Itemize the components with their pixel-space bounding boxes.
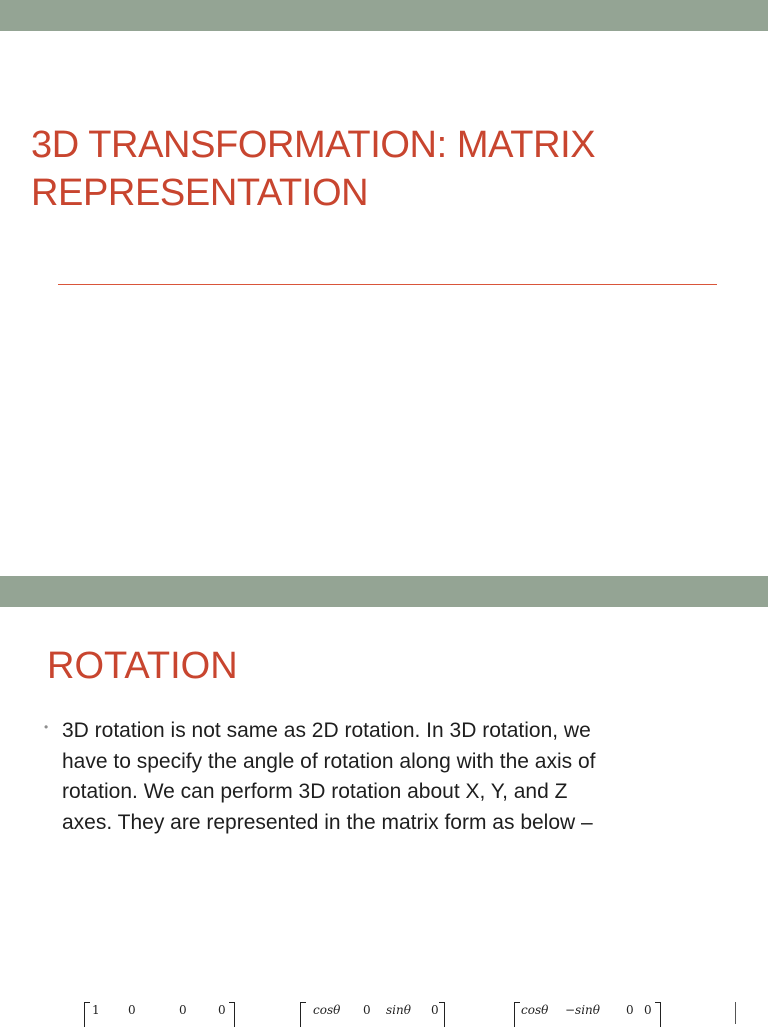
matrix-left-bracket — [300, 1002, 306, 1027]
matrix-cell: 0 — [218, 1003, 226, 1017]
matrix-edge-line — [735, 1002, 736, 1024]
matrix-cell: cosθ — [313, 1003, 341, 1017]
matrix-cell: cosθ — [521, 1003, 549, 1017]
bullet-text — [62, 716, 734, 838]
slide-title: ROTATION — [47, 645, 238, 687]
matrix-right-bracket — [439, 1002, 445, 1027]
matrix-cell: 0 — [626, 1003, 634, 1017]
rotation-matrix-x — [84, 1002, 236, 1026]
bullet-marker: • — [44, 720, 49, 734]
matrix-left-bracket — [514, 1002, 520, 1027]
slide-2 — [0, 576, 768, 1024]
matrix-cell: 0 — [363, 1003, 371, 1017]
slide-header-bar — [0, 0, 768, 31]
slide-title-line-2: REPRESENTATION — [31, 172, 369, 214]
slide-header-bar — [0, 576, 768, 607]
matrix-left-bracket — [84, 1002, 90, 1027]
matrix-right-bracket — [229, 1002, 235, 1027]
slide-title-line-1: 3D TRANSFORMATION: MATRIX — [31, 124, 596, 166]
matrix-right-bracket — [655, 1002, 661, 1027]
rotation-matrix-y — [300, 1002, 446, 1026]
matrix-cell: 1 — [92, 1003, 100, 1017]
matrix-cell: −sinθ — [565, 1003, 601, 1017]
rotation-matrices — [0, 994, 768, 1024]
bullet-line: have to specify the angle of rotation along with the axis of — [62, 749, 596, 773]
matrix-cell: 0 — [128, 1003, 136, 1017]
matrix-cell: 0 — [644, 1003, 652, 1017]
bullet-line: axes. They are represented in the matrix form as below – — [62, 810, 593, 834]
slide-title — [31, 121, 731, 217]
matrix-cell: 0 — [431, 1003, 439, 1017]
matrix-cell: 0 — [179, 1003, 187, 1017]
bullet-line: rotation. We can perform 3D rotation about X, Y, and Z — [62, 780, 568, 803]
bullet-line: 3D rotation is not same as 2D rotation. In 3D rotation, we — [62, 719, 591, 742]
title-divider — [58, 284, 717, 285]
bullet-item — [44, 716, 734, 838]
matrix-cell: sinθ — [386, 1003, 411, 1017]
rotation-matrix-z — [514, 1002, 662, 1026]
